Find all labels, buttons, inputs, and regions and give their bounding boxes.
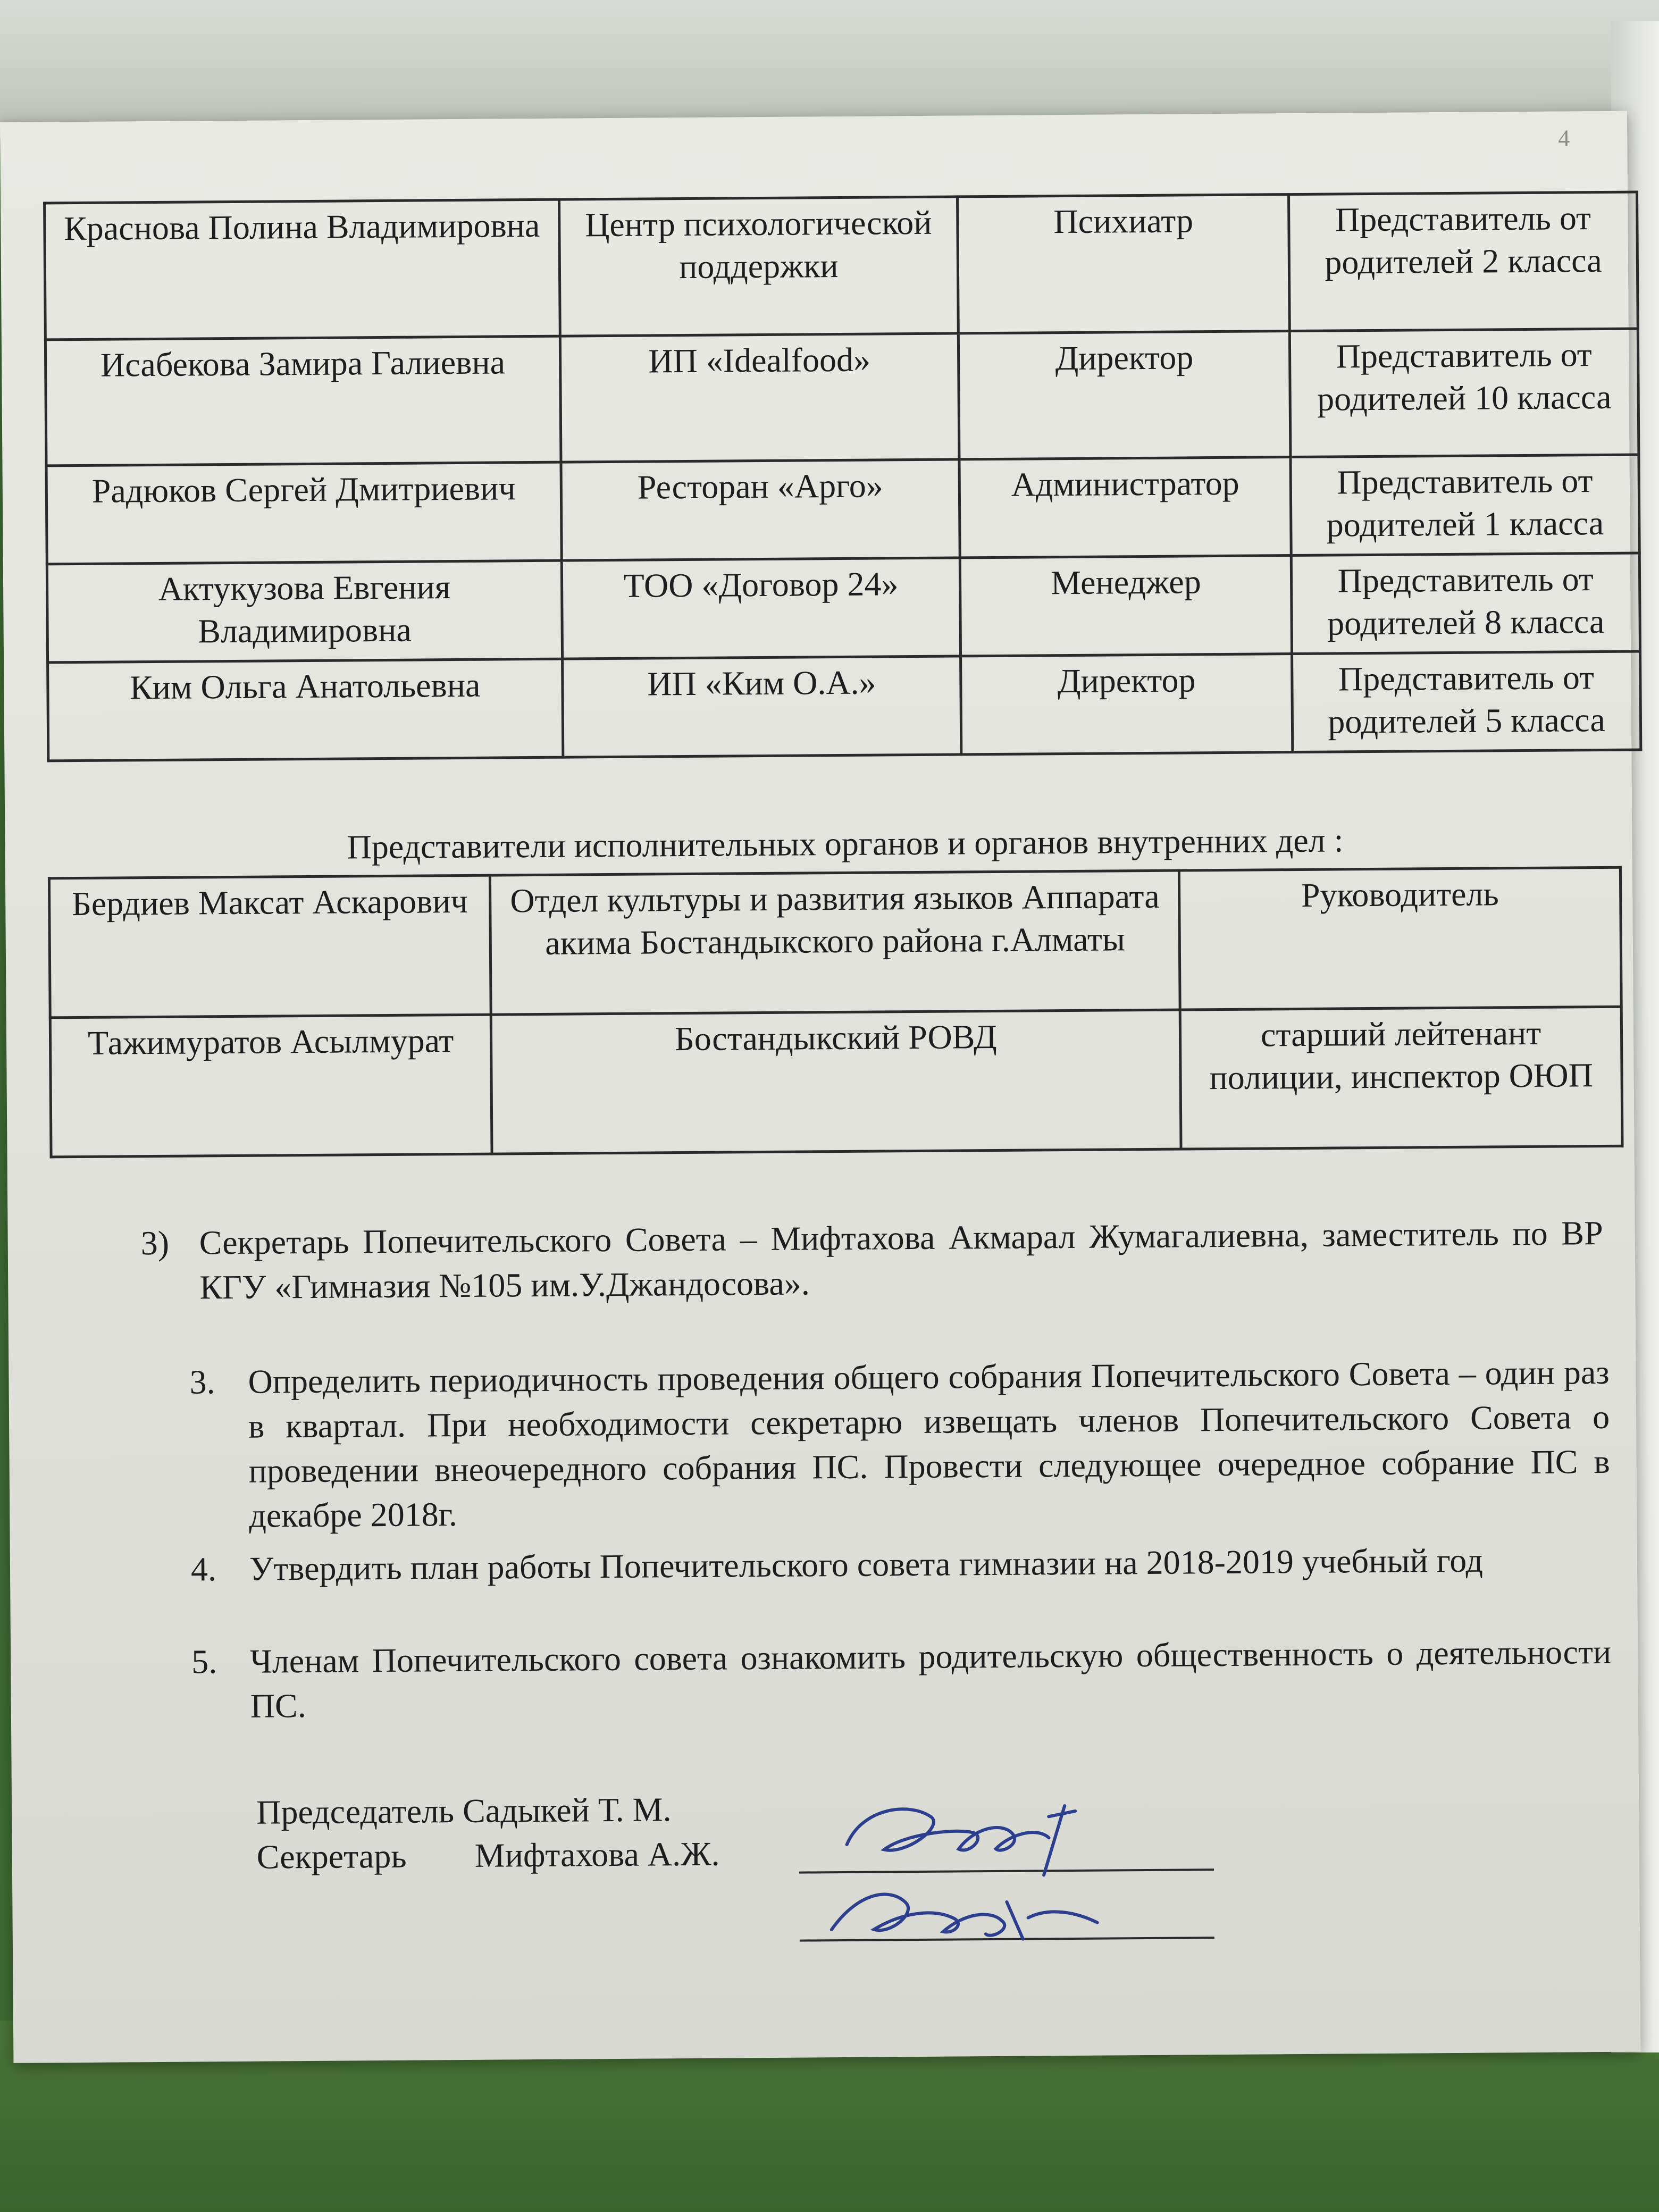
member-role: Представитель от родителей 2 класса [1289, 192, 1638, 331]
member-name: Актукузова Евгения Владимировна [47, 560, 562, 663]
members-table [43, 190, 1642, 762]
table-row [50, 1007, 1622, 1157]
handwritten-signatures [799, 1794, 1214, 1956]
member-position: Директор [961, 654, 1293, 755]
member-position: Менеджер [960, 556, 1292, 656]
document-page [0, 111, 1640, 2063]
member-name: Ким Ольга Анатольевна [48, 659, 563, 761]
signature-area [799, 1794, 1214, 1956]
table-row [49, 867, 1621, 1018]
member-position: Психиатр [958, 195, 1290, 333]
table-row [47, 553, 1640, 663]
decision-number: 5. [191, 1643, 217, 1681]
decision-number: 4. [190, 1550, 217, 1588]
secretary-signature-name: Мифтахова А.Ж. [474, 1834, 720, 1874]
member-organization: ИП «Idealfood» [560, 333, 959, 462]
member-organization: Центр психологической поддержки [559, 197, 958, 336]
officials-table [48, 866, 1624, 1159]
decision-text: Определить периодичность проведения общего собрания Попечительского Совета – один раз в квартал. При необходимости секретарю извещать членов Попечительского Совета о проведении внеочередного собрания ПС. Провести следующее очередное собрание ПС в декабре 2018г. [248, 1353, 1610, 1535]
secretary-item-number: 3) [140, 1224, 170, 1262]
secretary-signature-label: Секретарь [256, 1837, 407, 1876]
official-organization: Отдел культуры и развития языков Аппарата акима Бостандыкского района г.Алматы [490, 870, 1180, 1015]
official-position: Руководитель [1179, 867, 1622, 1010]
table-row [45, 329, 1639, 466]
member-role: Представитель от родителей 1 класса [1291, 455, 1639, 556]
chair-signature-line: Председатель Садыкей Т. М. [256, 1790, 672, 1831]
member-position: Директор [959, 331, 1291, 459]
member-role: Представитель от родителей 5 класса [1292, 651, 1641, 752]
page-number: 4 [1558, 125, 1570, 152]
official-organization: Бостандыкский РОВД [491, 1010, 1182, 1154]
member-role: Представитель от родителей 8 класса [1291, 553, 1640, 654]
official-position: старший лейтенант полиции, инспектор ОЮП [1180, 1007, 1622, 1149]
decision-text: Членам Попечительского совета ознакомить родительскую общественность о деятельности ПС. [249, 1632, 1612, 1725]
member-organization: Ресторан «Арго» [561, 459, 960, 560]
official-name: Бердиев Максат Аскарович [49, 875, 491, 1018]
member-role: Представитель от родителей 10 класса [1290, 329, 1639, 457]
table-row [46, 455, 1639, 564]
table-row [45, 192, 1638, 340]
table-row [48, 651, 1641, 761]
officials-heading: Представители исполнительных органов и органов внутренних дел : [347, 821, 1344, 866]
member-organization: ТОО «Договор 24» [562, 558, 961, 659]
member-organization: ИП «Ким О.А.» [562, 656, 961, 757]
member-name: Исабекова Замира Галиевна [45, 336, 560, 466]
decision-number: 3. [189, 1363, 215, 1401]
member-name: Радюков Сергей Дмитриевич [46, 462, 562, 564]
secretary-item-text: Секретарь Попечительского Совета – Мифтахова Акмарал Жумагалиевна, заместитель по ВР КГУ «Гимназия №105 им.У.Джандосова». [199, 1214, 1603, 1306]
member-name: Краснова Полина Владимировна [45, 199, 560, 340]
member-position: Администратор [959, 457, 1291, 558]
decision-text: Утвердить план работы Попечительского совета гимназии на 2018-2019 учебный год [249, 1541, 1484, 1588]
official-name: Тажимуратов Асылмурат [50, 1015, 492, 1157]
